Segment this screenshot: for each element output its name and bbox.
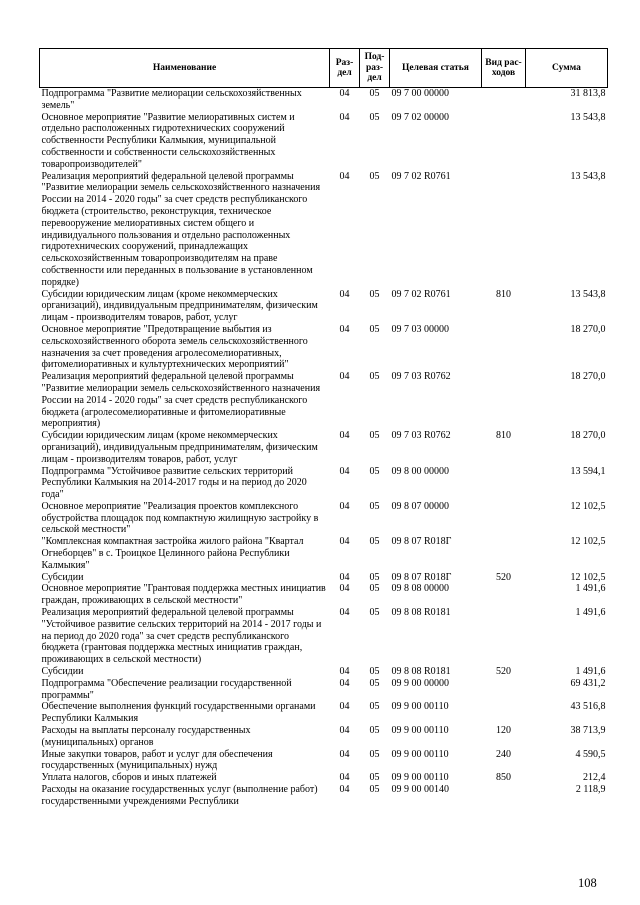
row-razdel: 04 — [339, 583, 350, 595]
row-razdel: 04 — [339, 772, 350, 784]
row-statya: 09 9 00 00110 — [391, 701, 449, 713]
table-row — [40, 430, 608, 465]
row-name: Подпрограмма "Обеспечение реализации государственной программы" — [41, 677, 292, 701]
row-vid — [482, 501, 526, 536]
row-statya: 09 7 02 00000 — [391, 111, 449, 123]
row-vid — [482, 88, 526, 112]
row-summa: 12 102,5 — [570, 571, 606, 583]
row-razdel: 04 — [339, 111, 350, 123]
row-vid: 810 — [496, 430, 511, 442]
row-statya: 09 7 02 R0761 — [391, 170, 451, 182]
row-razdel: 04 — [339, 430, 350, 442]
row-summa: 31 813,8 — [570, 88, 606, 99]
row-vid — [482, 607, 526, 666]
row-name: Основное мероприятие "Предотвращение выбытия из сельскохозяйственного оборота земель сельскохозяйственного назначения за счет проведения агролесомелиоративных, фитомелиоративных и культуртехнических мероприятий" — [41, 323, 308, 371]
header-podrazdel: Под- раз- дел — [360, 49, 390, 88]
row-podrazdel: 05 — [369, 430, 380, 442]
row-vid — [482, 701, 526, 725]
row-razdel: 04 — [339, 607, 350, 619]
row-summa: 1 491,6 — [575, 666, 606, 678]
row-razdel: 04 — [339, 725, 350, 737]
row-razdel: 04 — [339, 88, 350, 99]
row-statya: 09 8 00 00000 — [391, 465, 449, 477]
table-row — [40, 666, 608, 678]
row-statya: 09 9 00 00110 — [391, 725, 449, 737]
row-razdel: 04 — [339, 170, 350, 182]
row-summa: 1 491,6 — [575, 583, 606, 595]
row-podrazdel: 05 — [369, 772, 380, 784]
header-name: Наименование — [40, 49, 330, 88]
row-podrazdel: 05 — [369, 500, 380, 512]
table-row — [40, 112, 608, 171]
row-summa: 13 594,1 — [570, 465, 606, 477]
row-name: Субсидии юридическим лицам (кроме некоммерческих организаций), индивидуальным предпринимателям, физическим лицам - производителям товаров, работ, услуг — [41, 288, 318, 324]
table-row — [40, 701, 608, 725]
row-podrazdel: 05 — [369, 465, 380, 477]
row-summa: 18 270,0 — [570, 323, 606, 335]
budget-table — [39, 48, 608, 808]
row-vid: 850 — [496, 772, 511, 784]
table-row — [40, 583, 608, 607]
row-podrazdel: 05 — [369, 784, 380, 796]
row-statya: 09 7 03 R0762 — [391, 430, 451, 442]
row-podrazdel: 05 — [369, 371, 380, 383]
row-podrazdel: 05 — [369, 323, 380, 335]
row-podrazdel: 05 — [369, 111, 380, 123]
table-row — [40, 784, 608, 808]
row-name: Субсидии — [41, 666, 84, 678]
row-summa: 18 270,0 — [570, 430, 606, 442]
header-summa: Сумма — [526, 49, 608, 88]
row-podrazdel: 05 — [369, 288, 380, 300]
row-name: Основное мероприятие "Грантовая поддержка местных инициатив граждан, проживающих в сельской местности" — [41, 583, 326, 607]
row-vid — [482, 466, 526, 501]
row-statya: 09 7 03 00000 — [391, 323, 449, 335]
header-vid: Вид рас- ходов — [482, 49, 526, 88]
row-summa: 2 118,9 — [575, 784, 606, 796]
row-statya: 09 7 03 R0762 — [391, 371, 451, 383]
row-statya: 09 8 08 R0181 — [391, 666, 451, 678]
row-name: Реализация мероприятий федеральной целевой программы "Развитие мелиорации земель сельскохозяйственного назначения России на 2014 - 2020 годы" за счет средств республиканского бюджета (строительство, реконструкция, техническое перевооружение мелиоративных систем общего и индивидуального пользования и отдельно расположенных гидротехнических сооружений, принадлежащих сельскохозяйственным товаропроизводителям на праве собственности или переданных в пользование в установленном порядке) — [41, 170, 321, 288]
row-vid — [482, 536, 526, 571]
table-row — [40, 171, 608, 289]
table-row — [40, 607, 608, 666]
row-podrazdel: 05 — [369, 571, 380, 583]
row-razdel: 04 — [339, 288, 350, 300]
row-name: Уплата налогов, сборов и иных платежей — [41, 772, 217, 784]
row-statya: 09 7 00 00000 — [391, 88, 449, 99]
table-row — [40, 572, 608, 584]
table-row — [40, 536, 608, 571]
row-podrazdel: 05 — [369, 677, 380, 689]
row-name: Подпрограмма "Развитие мелиорации сельскохозяйственных земель" — [41, 88, 302, 111]
row-name: Реализация мероприятий федеральной целевой программы "Развитие мелиорации земель сельскохозяйственного назначения России на 2014 - 2020 годы" за счет средств республиканского бюджета (агролесомелиоративные и фитомелиоративные мероприятия) — [41, 371, 321, 430]
header-statya: Целевая статья — [390, 49, 482, 88]
row-vid: 520 — [496, 571, 511, 583]
row-vid: 810 — [496, 288, 511, 300]
row-podrazdel: 05 — [369, 607, 380, 619]
row-vid: 120 — [496, 725, 511, 737]
row-vid — [482, 583, 526, 607]
row-podrazdel: 05 — [369, 701, 380, 713]
row-vid: 240 — [496, 748, 511, 760]
row-podrazdel: 05 — [369, 725, 380, 737]
row-podrazdel: 05 — [369, 170, 380, 182]
row-summa: 212,4 — [583, 772, 606, 784]
row-razdel: 04 — [339, 677, 350, 689]
row-summa: 38 713,9 — [570, 725, 606, 737]
row-name: Иные закупки товаров, работ и услуг для обеспечения государственных (муниципальных) нужд — [41, 748, 273, 772]
row-razdel: 04 — [339, 784, 350, 796]
row-statya: 09 8 07 R018Г — [391, 536, 452, 548]
row-statya: 09 9 00 00110 — [391, 748, 449, 760]
row-name: "Комплексная компактная застройка жилого района "Квартал Огнеборцев" в с. Троицкое Целинного района Республики Калмыкия" — [41, 536, 304, 571]
row-vid — [482, 678, 526, 702]
row-statya: 09 7 02 R0761 — [391, 288, 451, 300]
table-row — [40, 289, 608, 324]
table-row — [40, 466, 608, 501]
row-statya: 09 8 07 00000 — [391, 500, 449, 512]
row-podrazdel: 05 — [369, 88, 380, 99]
row-name: Основное мероприятие "Реализация проектов комплексного обустройства площадок под компактную жилищную застройку в сельской местности" — [41, 500, 319, 536]
row-name: Основное мероприятие "Развитие мелиоративных систем и отдельно расположенных гидротехнических сооружений собственности Республики Калмыкия, муниципальной собственности и собственности сельскохозяйственных товаропроизводителей" — [41, 111, 295, 170]
row-name: Обеспечение выполнения функций государственными органами Республики Калмыкия — [41, 701, 316, 725]
row-razdel: 04 — [339, 666, 350, 678]
row-summa: 12 102,5 — [570, 536, 606, 548]
row-name: Субсидии — [41, 571, 84, 583]
row-razdel: 04 — [339, 571, 350, 583]
table-row — [40, 772, 608, 784]
table-row — [40, 371, 608, 430]
row-name: Расходы на выплаты персоналу государственных (муниципальных) органов — [41, 725, 251, 748]
row-vid — [482, 324, 526, 371]
row-razdel: 04 — [339, 371, 350, 383]
row-razdel: 04 — [339, 500, 350, 512]
row-statya: 09 8 07 R018Г — [391, 571, 452, 583]
row-podrazdel: 05 — [369, 536, 380, 548]
table-row — [40, 501, 608, 536]
row-razdel: 04 — [339, 536, 350, 548]
table-row — [40, 324, 608, 371]
table-row — [40, 678, 608, 702]
row-summa: 18 270,0 — [570, 371, 606, 383]
row-statya: 09 9 00 00140 — [391, 784, 449, 796]
row-summa: 69 431,2 — [570, 677, 606, 689]
row-summa: 13 543,8 — [570, 288, 606, 300]
row-vid — [482, 371, 526, 430]
row-statya: 09 8 08 00000 — [391, 583, 449, 595]
row-vid — [482, 171, 526, 289]
row-vid: 520 — [496, 666, 511, 678]
row-name: Субсидии юридическим лицам (кроме некоммерческих организаций), индивидуальным предпринимателям, физическим лицам - производителям товаров, работ, услуг — [41, 430, 318, 465]
row-summa: 1 491,6 — [575, 607, 606, 619]
row-vid — [482, 112, 526, 171]
row-razdel: 04 — [339, 465, 350, 477]
row-statya: 09 9 00 00000 — [391, 677, 449, 689]
row-razdel: 04 — [339, 701, 350, 713]
row-podrazdel: 05 — [369, 748, 380, 760]
row-vid — [482, 784, 526, 808]
table-row — [40, 749, 608, 773]
row-name: Расходы на оказание государственных услуг (выполнение работ) государственными учреждениями Республики — [41, 784, 318, 807]
row-podrazdel: 05 — [369, 583, 380, 595]
row-statya: 09 9 00 00110 — [391, 772, 449, 784]
row-summa: 43 516,8 — [570, 701, 606, 713]
row-summa: 13 543,8 — [570, 170, 606, 182]
table-row — [40, 725, 608, 749]
table-header-row — [40, 49, 608, 88]
row-name: Подпрограмма "Устойчивое развитие сельских территорий Республики Калмыкия на 2014-2017 годы и на период до 2020 года" — [41, 465, 307, 501]
row-razdel: 04 — [339, 748, 350, 760]
row-name: Реализация мероприятий федеральной целевой программы "Устойчивое развитие сельских территорий на 2014 - 2017 годы и на период до 2020 года" за счет средств республиканского бюджета (грантовая поддержка местных инициатив граждан, проживающих в сельской местности) — [41, 607, 322, 666]
row-podrazdel: 05 — [369, 666, 380, 678]
row-summa: 12 102,5 — [570, 500, 606, 512]
table-row — [40, 88, 608, 112]
page-number: 108 — [578, 876, 597, 890]
header-razdel: Раз- дел — [330, 49, 360, 88]
row-statya: 09 8 08 R0181 — [391, 607, 451, 619]
row-summa: 4 590,5 — [575, 748, 606, 760]
row-razdel: 04 — [339, 323, 350, 335]
row-summa: 13 543,8 — [570, 111, 606, 123]
